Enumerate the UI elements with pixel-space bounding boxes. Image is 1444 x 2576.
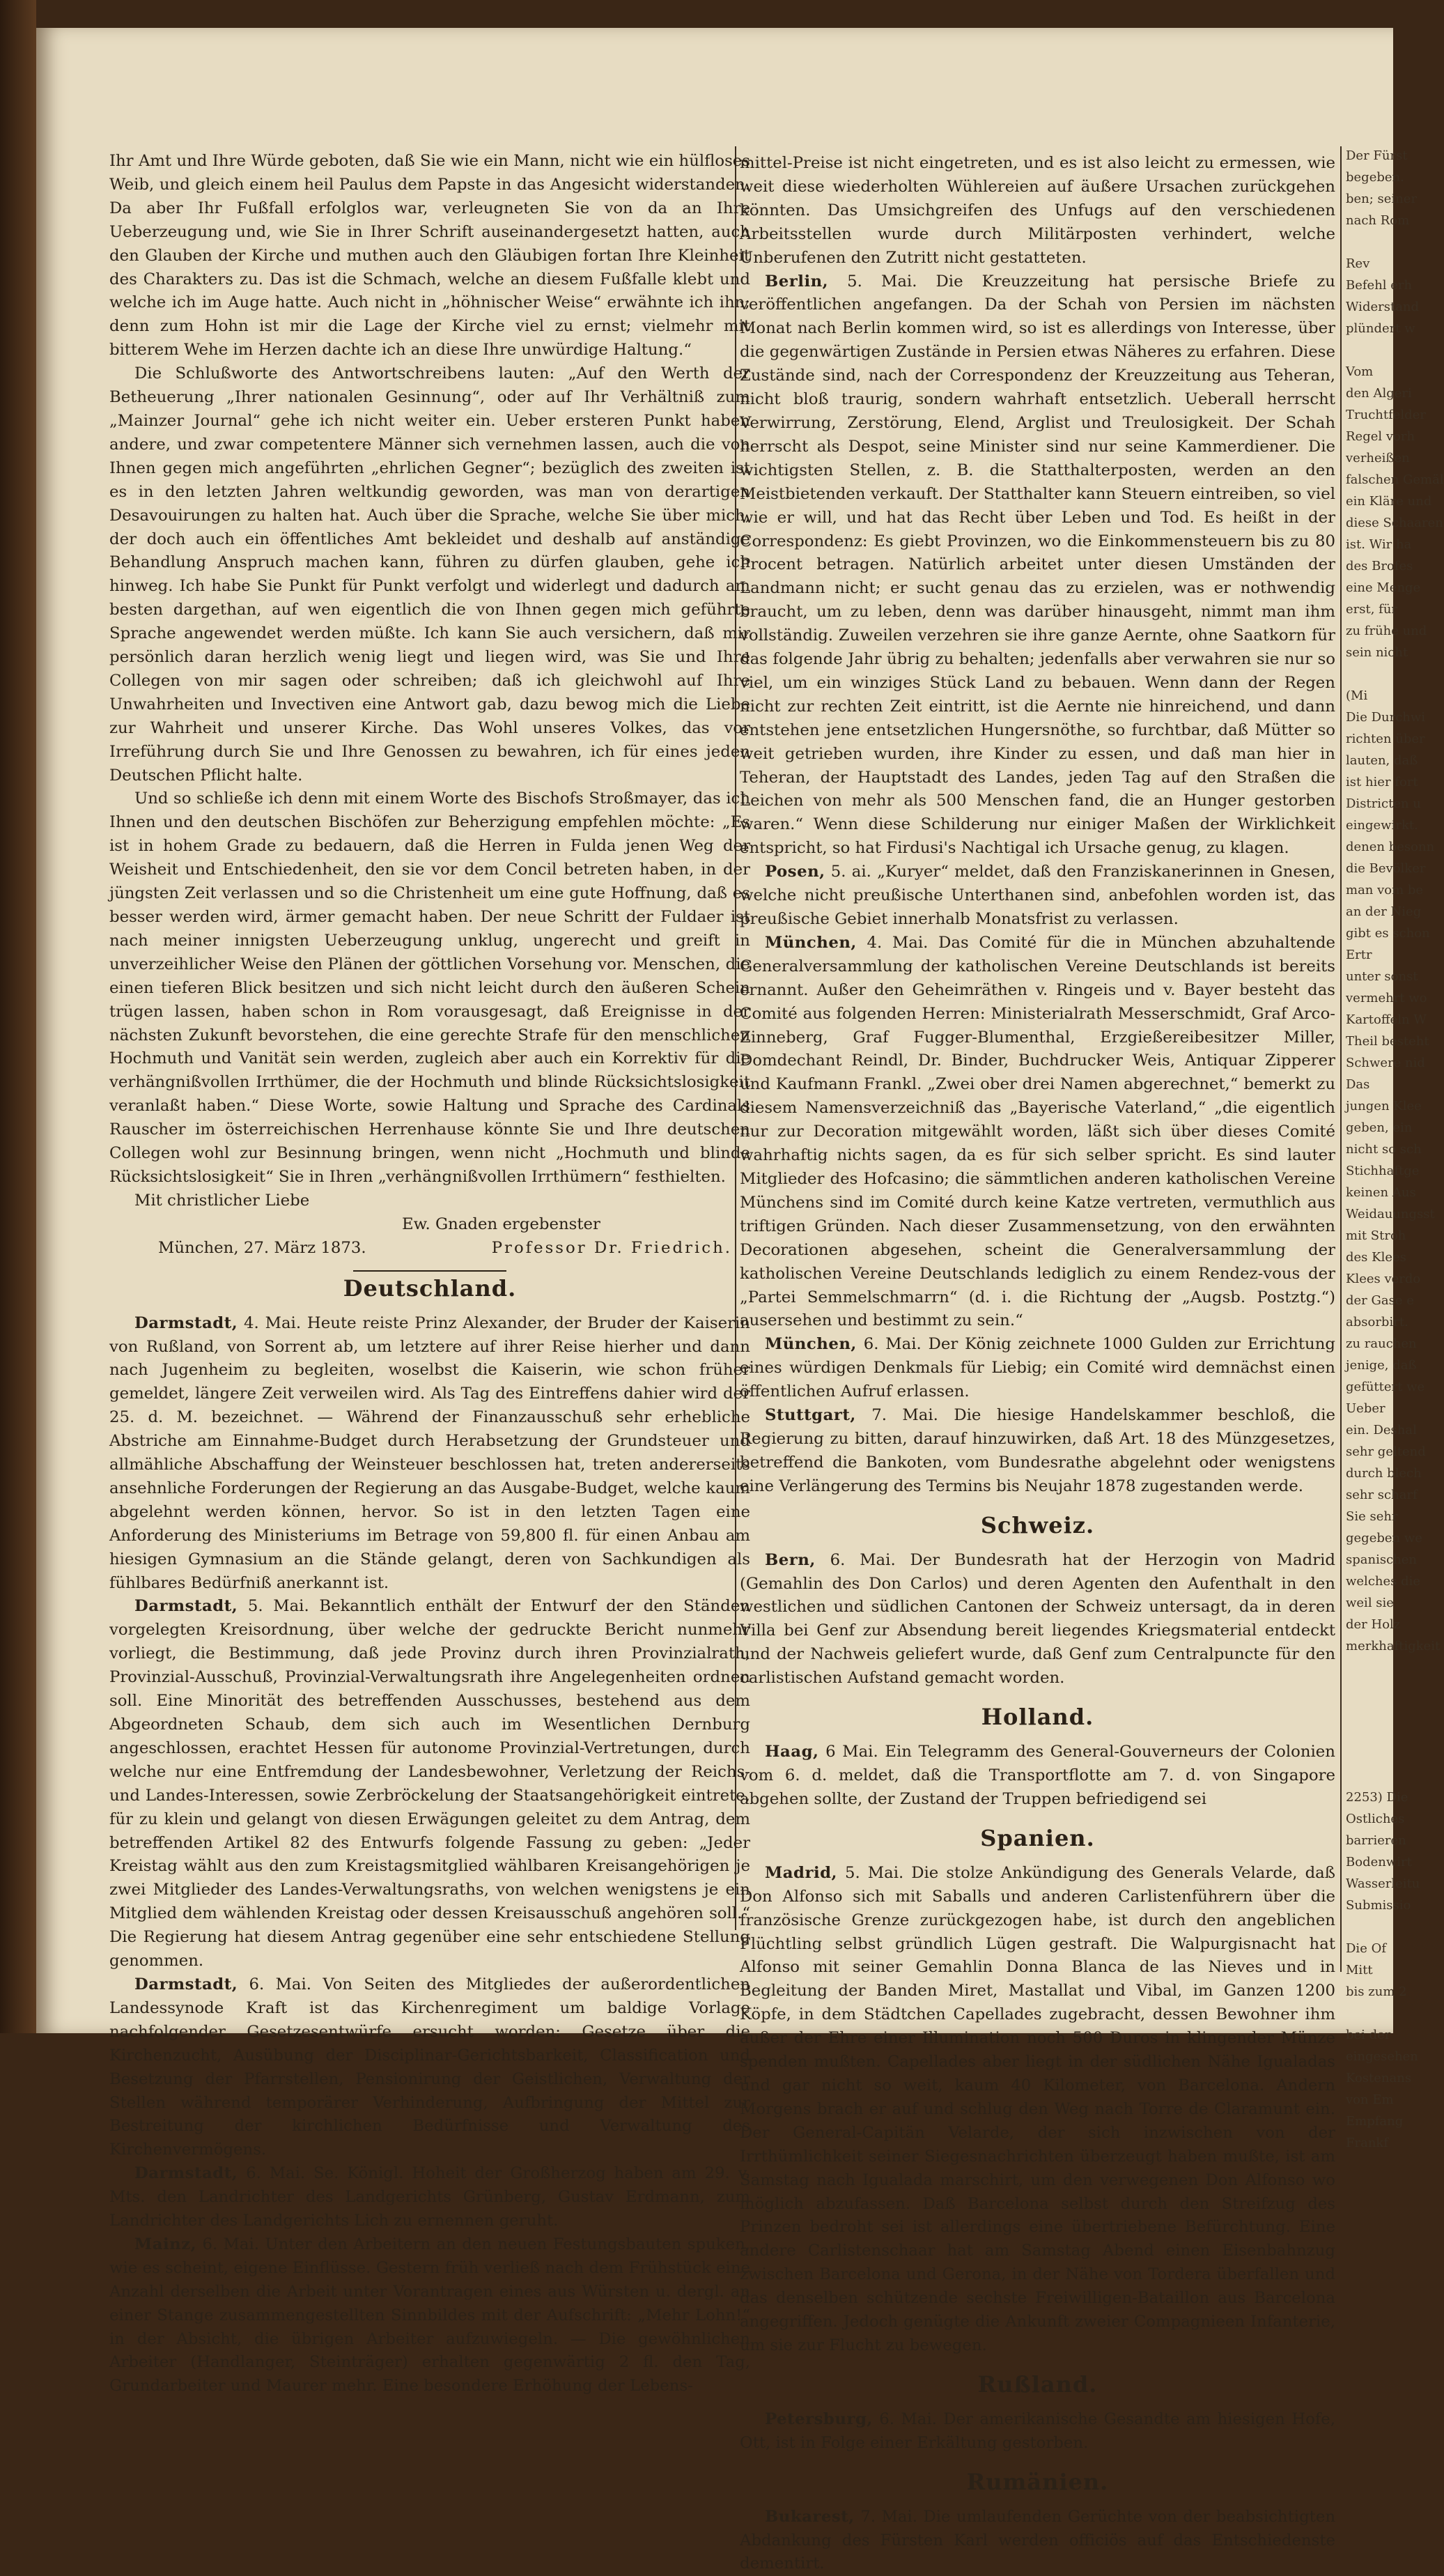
right-edge-line: Stichhaftge	[1346, 1164, 1420, 1178]
right-edge-line: Kartoffeln W	[1346, 1012, 1427, 1027]
news-dateline: Stuttgart,	[765, 1406, 856, 1425]
russland-news-list	[740, 2408, 1335, 2455]
right-edge-line: denen besonn	[1346, 840, 1435, 854]
news-item	[109, 2162, 750, 2233]
right-edge-line: von Em	[1346, 2092, 1394, 2107]
right-edge-line: absorbirt.	[1346, 1315, 1408, 1329]
news-item	[109, 1973, 750, 2162]
right-edge-line	[1346, 1765, 1393, 1787]
book-spine	[0, 0, 36, 2033]
news-item	[109, 1312, 750, 1596]
right-edge-line: eingesehen	[1346, 2049, 1418, 2064]
right-edge-line: zu frühe und	[1346, 624, 1427, 638]
right-edge-line	[1346, 1657, 1393, 1679]
letter-closing: Mit christlicher Liebe	[134, 1191, 310, 1210]
right-edge-line: Das	[1346, 1077, 1370, 1092]
right-edge-line	[1346, 339, 1393, 361]
news-item	[740, 2408, 1335, 2455]
right-edge-line: sein nicht	[1346, 645, 1408, 660]
right-edge-line: lauten, daß	[1346, 753, 1418, 768]
right-edge-line: durch blech	[1346, 1466, 1422, 1481]
right-edge-line: verheißen	[1346, 451, 1410, 465]
news-dateline: Mainz,	[134, 2235, 197, 2253]
right-edge-line: mit Stroh	[1346, 1228, 1406, 1243]
middle-news-list	[740, 270, 1335, 1499]
right-edge-line: welches die	[1346, 1574, 1421, 1589]
right-edge-line: Der Fürst	[1346, 148, 1408, 163]
right-edge-line	[1346, 1743, 1393, 1765]
right-edge-line	[1346, 1700, 1393, 1722]
news-dateline: Darmstadt,	[134, 2164, 238, 2183]
section-heading-holland: Holland.	[981, 1704, 1094, 1731]
right-edge-line: nicht so sch	[1346, 1142, 1422, 1157]
news-text: 6. Mai. Der König zeichnete 1000 Gulden zur Errichtung eines würdigen Denkmals für Liebig; ein Comité wird demnächst einen öffentlichen Aufruf erlassen.	[740, 1335, 1335, 1401]
right-edge-line: Bodenwirt	[1346, 1855, 1412, 1869]
letter-paragraph-1: Ihr Amt und Ihre Würde geboten, daß Sie wie ein Mann, nicht wie ein hülfloses Weib, und gleich einem heil Paulus dem Papste in das Angesicht widerstanden. Da aber Ihr Fußfall erfolglos war, verleugneten Sie von da an Ihre Ueberzeugung und, wie Sie in Ihrer Schrift auseinandergesetzt hatten, auch den Glauben der Kirche und muthen auch den Gläubigen fortan Ihre Kleinheit des Charakters zu. Das ist die Schmach, welche an diesem Fußfalle klebt und welche ich im Auge hatte. Auch nicht in „höhnischer Weise“ erwähnte ich ihn; denn zum Hohn ist mir die Lage der Kirche viel zu ernst; vielmehr mit bitterem Wehe im Herzen dachte ich an diese Ihre unwürdige Haltung.“	[109, 152, 750, 360]
right-edge-line: plündert w	[1346, 321, 1415, 336]
right-edge-line: Frankf	[1346, 2136, 1388, 2150]
news-dateline: Madrid,	[765, 1863, 837, 1882]
schweiz-news-list	[740, 1549, 1335, 1690]
news-dateline: Posen,	[765, 863, 825, 881]
right-edge-line: Sie sehr	[1346, 1509, 1398, 1524]
middle-column	[740, 152, 1335, 2573]
right-edge-line: Districten u	[1346, 796, 1421, 811]
news-item	[740, 932, 1335, 1333]
news-dateline: Petersburg,	[765, 2409, 873, 2428]
news-dateline: München,	[765, 1335, 857, 1354]
newspaper-page	[36, 28, 1444, 2573]
section-rule	[353, 1270, 506, 1272]
news-text: 7. Mai. Die hiesige Handelskammer beschloß, die Regierung zu bitten, darauf hinzuwirken, daß Art. 18 des Münzgesetzes, betreffend die Bankoten, vom Bundesrathe abgelehnt oder wenigstens eine Verlängerung des Termins bis Neujahr 1878 zugestanden werde.	[740, 1406, 1335, 1495]
right-edge-line: Kostenans	[1346, 2071, 1412, 2085]
news-text: 6. Mai. Unter den Arbeitern an den neuen Festungsbauten spuken, wie es scheint, eigene Einflüsse. Gestern früh verließ nach dem Frühstück eine Anzahl derselben die Arbeit unter Vorantragen eines aus Würsten u. dergl. an einer Stange zusammengestellten Sinnbildes mit der Aufschrift: „Mehr Lohn!“ in der Absicht, die übrigen Arbeiter aufzuwiegeln. — Die gewöhnlichen Arbeiter (Handlanger, Steinträger) erhalten gegenwärtig 2 fl. den Tag, Grundarbeiter und Maurer mehr. Eine besondere Erhöhung der Lebens-	[109, 2235, 750, 2396]
right-edge-line: Weidauungsst	[1346, 1207, 1435, 1221]
news-text: 6. Mai. Se. Königl. Hoheit der Großherzog haben am 29. v. Mts. den Landrichter des Landgerichts Grünberg, Gustav Erdmann, zum Landrichter des Landgerichts Lich zu ernennen geruht.	[109, 2164, 750, 2230]
news-text: 6. Mai. Von Seiten des Mitgliedes der außerordentlichen Landessynode Kraft ist das Kirchenregiment um baldige Vorlage nachfolgender Gesetzesentwürfe ersucht worden: Gesetze über die Kirchenzucht, Ausübung der Disciplinar-Gerichtsbarkeit, Classification und Besetzung der Pfarrstellen, Pensionirung der Geistlichen, Verwaltung der Stellen während temporärer Verhinderung, Aufbringung der Mittel zur Bestreitung der kirchlichen Bedürfnisse und Verwaltung des Kirchenvermögens.	[109, 1975, 750, 2159]
right-edge-line: keinen Aus	[1346, 1185, 1416, 1200]
right-edge-line: jenige, daß	[1346, 1358, 1417, 1373]
continued-article: mittel-Preise ist nicht eingetreten, und es ist also leicht zu ermessen, wie weit diese wiederholten Wühlereien auf äußere Ursachen zurückgehen könnten. Das Umsichgreifen des Unfugs auf den verschiedenen Arbeitsstellen wurde durch Militärposten verhindert, welche Unberufenen den Zutritt nicht gestatteten.	[740, 154, 1335, 267]
news-item	[109, 1595, 750, 1973]
news-dateline: München,	[765, 933, 857, 952]
right-edge-line: Schwere nid	[1346, 1056, 1425, 1070]
news-dateline: Darmstadt,	[134, 1975, 238, 1993]
right-edge-line: gegeben we	[1346, 1531, 1422, 1545]
right-edge-line: Submissio	[1346, 1898, 1411, 1913]
right-edge-line: der Holz	[1346, 1617, 1401, 1632]
news-text: 4. Mai. Heute reiste Prinz Alexander, der Bruder der Kaiserin von Rußland, von Sorrent ab, um letztere auf ihrer Reise hierher und dann nach Jugenheim zu begleiten, woselbst die Kaiserin, wie schon früher gemeldet, längere Zeit verweilen wird. Als Tag des Eintreffens dahier wird der 25. d. M. bezeichnet. — Während der Finanzausschuß sehr erhebliche Abstriche am Einnahme-Budget durch Herabsetzung der Grundsteuer und allmähliche Abschaffung der Weinsteuer beschlossen hat, treten andererseits ansehnliche Forderungen der Regierung an das Ausgabe-Budget, welche kaum abgelehnt werden können, hervor. So ist in den letzten Tagen eine Anforderung des Ministeriums im Betrage von 59,800 fl. für einen Anbau am hiesigen Gymnasium an die Stände gelangt, deren von Sachkundigen als fühlbares Bedürfniß anerkannt ist.	[109, 1313, 750, 1592]
news-text: 5. Mai. Die Kreuzzeitung hat persische Briefe zu veröffentlichen angefangen. Da der Schah von Persien im nächsten Monat nach Berlin kommen wird, so ist es allerdings von Interesse, über die gegenwärtigen Zustände in Persien etwas Näheres zu erfahren. Diese Zustände sind, nach der Correspondenz der Kreuzzeitung aus Teheran, nicht bloß traurig, sondern wahrhaft entsetzlich. Ueberall herrscht Verwirrung, Zerstörung, Elend, Arglist und Treulosigkeit. Der Schah herrscht als Despot, seine Minister sind nur seine Kammerdiener. Die wichtigsten Stellen, z. B. die Statthalterposten, werden an den Meistbietenden verkauft. Der Statthalter kann Steuern eintreiben, so viel wie er will, und hat das Recht über Leben und Tod. Es heißt in der Correspondenz: Es giebt Provinzen, wo die Einkommensteuern bis zu 80 Procent betragen. Natürlich arbeitet unter diesen Umständen der Landmann nicht; er sucht genau das zu erzielen, was er nothwendig braucht, um zu leben, denn was darüber hinausgeht, nimmt man ihm vollständig. Zuweilen verzehren sie ihre ganze Aernte, ohne Saatkorn für das folgende Jahr übrig zu behalten; jedenfalls aber verwahren sie nur so viel, um ein winziges Stück Land zu bebauen. Wenn dann der Regen nicht zur rechten Zeit eintritt, ist die Aernte nie hinreichend, und dann entstehen jene entsetzlichen Hungersnöthe, so furchtbar, daß Mütter so weit getrieben wurden, ihre Kinder zu essen, und daß man hier in Teheran, der Hauptstadt des Landes, jeden Tag auf den Straßen die Leichen von mehr als 500 Menschen fand, die an Hunger gestorben waren.“ Wenn diese Schilderung nur einiger Maßen der Wirklichkeit entspricht, so hat Firdusi's Nachtigal ich Ursache genug, zu klagen.	[740, 272, 1335, 858]
right-edge-line: Truchtfelder	[1346, 408, 1426, 422]
left-column	[109, 150, 750, 2396]
right-edge-line: unter sonst	[1346, 969, 1418, 984]
news-dateline: Darmstadt,	[134, 1313, 238, 1332]
news-item	[740, 1404, 1335, 1499]
deutschland-news-list	[109, 1312, 750, 2399]
news-item	[740, 1333, 1335, 1404]
right-edge-line: Befehl erh	[1346, 278, 1413, 293]
right-edge-line	[1346, 1916, 1393, 1938]
right-edge-line: Empfang	[1346, 2114, 1404, 2129]
right-edge-line	[1346, 1722, 1393, 1743]
right-edge-line	[1346, 1679, 1393, 1700]
news-text: 7. Mai. Die umlaufenden Gerüchte von der beabsichtigten Abdankung des Fürsten Karl werden officiös auf das Entschiedenste dementirt.	[740, 2507, 1335, 2573]
right-edge-line: des Klees	[1346, 1250, 1406, 1265]
news-text: 5. ai. „Kuryer“ meldet, daß den Franziskanerinnen in Gnesen, welche nicht preußische Unterthanen sind, anbefohlen worden ist, das preußische Gebiet innerhalb Monatsfrist zu verlassen.	[740, 863, 1335, 928]
right-edge-line: man vom be	[1346, 883, 1424, 897]
news-item	[740, 1549, 1335, 1690]
news-text: 6 Mai. Ein Telegramm des General-Gouverneurs der Colonien vom 6. d. meldet, daß die Transportflotte am 7. d. von Singapore abgehen sollte, der Zustand der Truppen befriedigend sei	[740, 1743, 1335, 1808]
right-edge-line: Die Of	[1346, 1941, 1386, 1956]
right-edge-line: ein Kläre und	[1346, 494, 1432, 509]
right-edge-line: der Gase e	[1346, 1293, 1414, 1308]
news-dateline: Bukarest,	[765, 2507, 855, 2526]
news-text: 6. Mai. Der amerikanische Gesandte am hiesigen Hofe, Ott, ist in Folge einer Erkältung gestorben.	[740, 2409, 1335, 2452]
rumaenien-news-list	[740, 2506, 1335, 2576]
right-edge-line: bis zum 2	[1346, 1984, 1407, 1999]
right-edge-line: falschen Gemäl	[1346, 472, 1444, 487]
letter-signature-line	[109, 1237, 750, 1260]
right-edge-line: ben; seiner	[1346, 192, 1418, 206]
right-edge-line: sehr scharf	[1346, 1488, 1418, 1502]
section-heading-spanien: Spanien.	[980, 1824, 1095, 1851]
right-edge-line: barrieren	[1346, 1833, 1406, 1848]
news-dateline: Darmstadt,	[134, 1597, 238, 1616]
right-edge-line: gefüttert we	[1346, 1380, 1425, 1394]
news-text: 4. Mai. Das Comité für die in München abzuhaltende Generalversammlung der katholischen Vereine Deutschlands ist bereits ernannt. Außer den Geheimräthen v. Ringeis und v. Bayer besteht das Comité aus folgenden Herren: Ministerialrath Messerschmidt, Graf Arco-Zinneberg, Graf Fugger-Blumenthal, Erzgießereibesitzer Miller, Domdechant Reindl, Dr. Binder, Buchdrucker Weis, Antiquar Zipperer und Kaufmann Frankl. „Zwei ober drei Namen abgerechnet,“ bemerkt zu diesem Namensverzeichniß das „Bayerische Vaterland,“ „die eigentlich nur zur Decoration mitgewählt worden, läßt sich über dieses Comité wahrhaftig nichts sagen, da es für sich selber spricht. Es sind lauter Mitglieder des Hofcasino; die sämmtlichen anderen katholischen Vereine Münchens sind im Comité durch keine Katze vertreten, vermuthlich aus triftigen Gründen. Nach dieser Zusammensetzung, von den erwähnten Decorationen abgesehen, scheint die Generalversammlung der katholischen Vereine Deutschlands lediglich zu einem Rendez-vous der „Partei Semmelschmarrn“ (d. i. die Richtung der „Augsb. Postztg.“) ausersehen und bestimmt zu sein.“	[740, 933, 1335, 1330]
right-edge-line: Ertr	[1346, 948, 1372, 962]
news-item	[109, 2233, 750, 2398]
right-edge-line: zu rauchen	[1346, 1336, 1417, 1351]
right-edge-line	[1346, 2003, 1393, 2024]
right-edge-line: Ostliches	[1346, 1812, 1405, 1826]
right-edge-line: Wasserleitu	[1346, 1876, 1420, 1891]
right-edge-line: ein. Deshal	[1346, 1423, 1417, 1437]
right-edge-line: ist hier fort	[1346, 775, 1418, 789]
news-item	[740, 1741, 1335, 1812]
news-item	[740, 1862, 1335, 2358]
right-edge-column	[1346, 145, 1444, 2150]
right-edge-line: Regel vorh	[1346, 429, 1415, 444]
right-edge-line: Rev	[1346, 256, 1370, 271]
news-item	[740, 270, 1335, 861]
holland-news-list	[740, 1741, 1335, 1812]
right-edge-line: geben, ein	[1346, 1120, 1413, 1135]
right-edge-line	[1346, 663, 1393, 685]
right-edge-line: eingewirkt.	[1346, 818, 1418, 833]
right-edge-line: ist. Wir ha	[1346, 537, 1412, 552]
right-edge-line: jungen Klee	[1346, 1099, 1422, 1113]
right-edge-line: Ueber	[1346, 1401, 1385, 1416]
right-edge-line: (Mi	[1346, 688, 1368, 703]
right-edge-line: spanischen	[1346, 1552, 1417, 1567]
right-edge-line: bei der	[1346, 2028, 1391, 2042]
right-edge-line: erst, für	[1346, 602, 1398, 617]
news-text: 6. Mai. Der Bundesrath hat der Herzogin von Madrid (Gemahlin des Don Carlos) und deren Agenten den Aufenthalt in den westlichen und südlichen Cantonen der Schweiz untersagt, da in deren Villa bei Genf zur Absendung bereit liegendes Kriegsmaterial entdeckt und der Nachweis geliefert wurde, daß Genf zum Centralpuncte für den carlistischen Aufstand gemacht worden.	[740, 1550, 1335, 1688]
right-edge-line: merkhaftigkeit	[1346, 1639, 1441, 1653]
news-item	[740, 2506, 1335, 2576]
right-edge-line: Klees verdo	[1346, 1272, 1421, 1286]
letter-paragraph-2: Die Schlußworte des Antwortschreibens lauten: „Auf den Werth der Betheuerung „Ihrer nationalen Gesinnung“, oder auf Ihr Verhältniß zum „Mainzer Journal“ gehe ich nicht weiter ein. Ueber ersteren Punkt haben andere, und zwar competentere Männer sich vernehmen lassen, auch die von Ihnen gegen mich angeführten „ehrlichen Gegner“; bezüglich des zweiten ist es in den letzten Jahren weltkundig geworden, was man von derartigen Desavouirungen zu halten hat. Auch über die Sprache, welche Sie über mich, der doch auch ein öffentliches Amt bekleidet und deshalb auf anständige Behandlung Anspruch machen kann, führen zu dürfen glauben, gehe ich hinweg. Ich habe Sie Punkt für Punkt verfolgt und widerlegt und dadurch am besten dargethan, auf wen eigentlich die von Ihnen gegen mich geführte Sprache angewendet werden müßte. Ich kann Sie auch versichern, daß mir persönlich daran herzlich wenig liegt und liegen wird, was Sie und Ihre Collegen von mir sagen oder schreiben; daß ich gleichwohl auf Ihre Unwahrheiten und Invectiven eine Antwort gab, dazu bewog mich die Liebe zur Wahrheit und unserer Kirche. Das Wohl unseres Volkes, das vor Irreführung durch Sie und Ihre Genossen zu bewahren, ich für eines jeden Deutschen Pflicht halte.	[109, 364, 750, 785]
news-item	[740, 861, 1335, 932]
right-edge-line: richten über	[1346, 732, 1425, 746]
letter-paragraph-3: Und so schließe ich denn mit einem Worte des Bischofs Stroßmayer, das ich Ihnen und den deutschen Bischöfen zur Beherzigung empfehlen möchte: „Es ist in hohem Grade zu bedauern, daß die Herren in Fulda jenen Weg der Weisheit und Entschiedenheit, den sie vor dem Concil betreten haben, in der jüngsten Zeit verlassen und so die Christenheit um eine gute Hoffnung, daß es besser werden wird, ärmer gemacht haben. Der neue Schritt der Fuldaer ist nach meiner innigsten Ueberzeugung unklug, ungerecht und greift in unverzeihlicher Weise den Plänen der göttlichen Vorsehung vor. Menschen, die einen tieferen Blick besitzen und sich nicht leicht durch den äußeren Schein trügen lassen, haben schon in Rom vorausgesagt, daß Ereignisse in der nächsten Zukunft bevorstehen, die eine gerechte Strafe für den menschlichen Hochmuth und Vanität sein werden, zugleich aber auch ein Korrektiv für die verhängnißvollen Irrthümer, die der Hochmuth und blinde Rücksichtslosigkeit veranlaßt haben.“ Diese Worte, sowie Haltung und Sprache des Cardinals Rauscher im österreichischen Herrenhause könnte Sie und Ihre deutschen Collegen wohl zur Besinnung bringen, wenn nicht „Hochmuth und blinde Rücksichtslosigkeit“ Sie in Ihren „verhängnißvollen Irrthümern“ festhielten.	[109, 789, 750, 1186]
right-edge-line: weil sie	[1346, 1596, 1394, 1610]
right-edge-line: Die Durchwi	[1346, 710, 1426, 725]
right-edge-line: den Algeri	[1346, 386, 1412, 401]
right-edge-line: Theil besteht	[1346, 1034, 1429, 1049]
section-heading-rumaenien: Rumänien.	[966, 2468, 1109, 2495]
section-heading-deutschland: Deutschland.	[109, 1270, 750, 1305]
news-dateline: Bern,	[765, 1550, 816, 1569]
right-edge-line: nach Rom	[1346, 213, 1410, 228]
right-edge-line: gibt es schon	[1346, 926, 1430, 941]
news-text: 5. Mai. Die stolze Ankündigung des Generals Velarde, daß Don Alfonso sich mit Saballs und anderen Carlistenführern über die französische Grenze zurückgezogen habe, ist durch den angeblichen Flüchtling selbst gründlich Lügen gestraft. Die Walpurgisnacht hat Alfonso mit seiner Gemahlin Donna Blanca de las Nieves und in Begleitung der Banden Miret, Mastallat und Vibal, im Ganzen 1200 Köpfe, in dem Städtchen Capellades zugebracht, dessen Bewohner ihm außer der Ehre einer Illumination noch 500 Duros in klingender Münze spenden mußten. Capellades aber liegt in der südlichen Nähe Igualadas und gar nicht so weit, kaum 40 Kilometer, von Barcelona. Andern Morgens brach er auf und schlug den Weg nach Torre de Claramunt ein. Der General-Capitän Velarde, der sich inzwischen von der Irrthümlichkeit seiner Siegesnachrichten überzeugt haben mußte, ist am Samstag nach Igualada marschirt, um den verwegenen Don Alfonso wo möglich abzufassen. Daß Barcelona selbst durch den Streifzug des Prinzen bedroht sei ist allerdings eine übertriebene Befürchtung. Eine andere Carlistenschaar hat am Samstag Abend einen Eisenbahnzug zwischen Barcelona und Gerona, in der Nähe von Tordera überfallen und das denselben schützende sechste Freiwilligen-Bataillon aus Barcelona angegriffen. Jedoch genügte die Ankunft zweier Compagnieen Infanterie, um sie zur Flucht zu bewegen.	[740, 1863, 1335, 2354]
right-edge-line: Mitt	[1346, 1963, 1373, 1977]
letter-place-date: München, 27. März 1873.	[158, 1238, 366, 1257]
spanien-news-list	[740, 1862, 1335, 2358]
news-dateline: Berlin,	[765, 272, 829, 291]
right-edge-line: 2253) Die	[1346, 1790, 1408, 1805]
right-edge-line: die Bevölker	[1346, 861, 1426, 876]
right-edge-line: vermehrt wo	[1346, 991, 1427, 1005]
news-text: 5. Mai. Bekanntlich enthält der Entwurf der den Ständen vorgelegten Kreisordnung, über welche der gedruckte Bericht nunmehr vorliegt, die Bestimmung, daß jede Provinz durch ihren Provinzialrath, Provinzial-Ausschuß, Provinzial-Verwaltungsrath ihre Angelegenheiten ordnen soll. Eine Minorität des betreffenden Ausschusses, bestehend aus dem Abgeordneten Schaub, dem sich auch im Wesentlichen Dernburg angeschlossen, erachtet Hessen für autonome Provinzial-Vertretungen, durch welche nur eine Entfremdung der Landesbewohner, Verletzung der Reichs- und Landes-Interessen, sowie Zerbröckelung der Staatsangehörigkeit eintrete, für zu klein und gelangt von diesen Erwägungen geleitet zu dem Antrag, dem betreffenden Artikel 82 des Entwurfs folgende Fassung zu geben: „Jeder Kreistag wählt aus den zum Kreistagsmitglied wählbaren Kreisangehörigen je zwei Mitglieder des Landes-Verwaltungsraths, von welchen wenigstens je ein Mitglied dem wählenden Kreistag oder dessen Kreisausschuß angehören soll.“ Die Regierung hat diesem Antrag gegenüber eine sehr entschiedene Stellung genommen.	[109, 1597, 750, 1970]
right-edge-line: Widerstand	[1346, 300, 1420, 314]
right-edge-line: eine Menge	[1346, 580, 1421, 595]
right-edge-line: Vom	[1346, 364, 1374, 379]
right-edge-line: an der Nieg	[1346, 904, 1422, 919]
right-edge-line	[1346, 231, 1393, 253]
section-heading-russland: Rußland.	[977, 2370, 1098, 2398]
right-edge-line: des Brofes	[1346, 559, 1413, 573]
section-heading-schweiz: Schweiz.	[980, 1511, 1095, 1538]
right-edge-line: begeben.	[1346, 170, 1404, 185]
column-rule-right	[1340, 146, 1342, 1972]
right-edge-line: sehr geltend	[1346, 1444, 1426, 1459]
right-edge-line: diese Schaaren	[1346, 516, 1443, 530]
letter-author: Professor Dr. Friedrich.	[491, 1238, 732, 1257]
letter-signoff: Ew. Gnaden ergebenster	[402, 1214, 600, 1233]
news-dateline: Haag,	[765, 1743, 819, 1761]
